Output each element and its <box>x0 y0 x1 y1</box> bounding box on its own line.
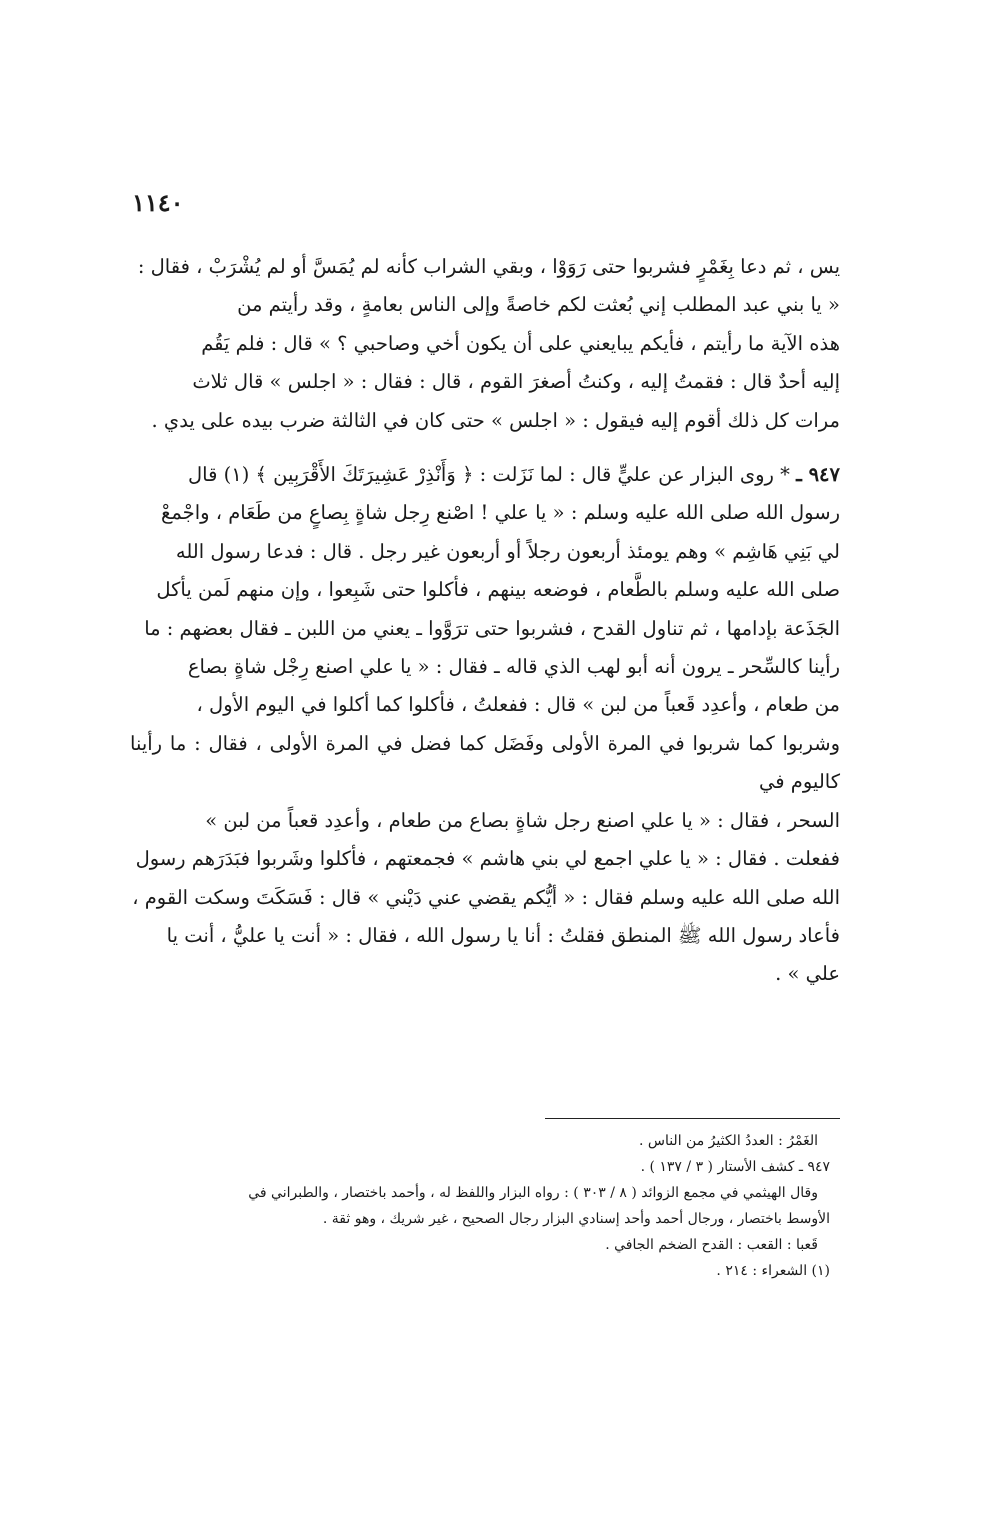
footnote-gloss-ghamr: الغَمْرُ : العددُ الكثيرُ من الناس . <box>638 1133 818 1149</box>
text-line: الله صلى الله عليه وسلم فقال : « أيُّكم يقضي عني دَيْني » قال : فَسَكَتَ وسكت القوم ، <box>132 885 840 909</box>
text-line: الجَذَعة بإدامها ، ثم تناول القدح ، فشربوا حتى ترَوَّوا ـ يعني من اللبن ـ فقال بعضهم : ما <box>144 616 840 640</box>
text-line: صلى الله عليه وسلم بالطَّعام ، فوضعه بينهم ، فأكلوا حتى شَبِعوا ، وإن منهم لَمن يأكل <box>156 578 840 602</box>
paragraph-gap <box>130 440 840 456</box>
hadith-first-line <box>130 456 840 494</box>
text-line: وشربوا كما شربوا في المرة الأولى وفَضَل كما فضل في المرة الأولى ، فقال : ما رأينا كاليوم في <box>130 731 840 794</box>
footnote-source-947: ٩٤٧ ـ كشف الأستار ( ٣ / ١٣٧ ) . <box>640 1159 830 1175</box>
text-line: * روى البزار عن عليٍّ قال : لما نَزَلت : ﴿ وَأَنْذِرْ عَشِيرَتَكَ الأَقْرَبِين ﴾ (١) قال <box>187 463 790 487</box>
text-line: « يا بني عبد المطلب إني بُعثت لكم خاصةً وإلى الناس بعامةٍ ، وقد رأيتم من <box>237 293 840 317</box>
text-line: رأينا كالسِّحر ـ يرون أنه أبو لهب الذي قاله ـ فقال : « يا علي اصنع رِجْل شاةٍ بصاع <box>187 655 840 679</box>
text-line: يس ، ثم دعا بِغَمْرٍ فشربوا حتى رَوَوْا ، وبقي الشراب كأنه لم يُمَسَّ أو لم يُشْرَبْ ، فقال : <box>137 255 840 278</box>
text-line: فأعاد رسول الله ﷺ المنطق فقلتُ : أنا يا رسول الله ، فقال : « أنت يا عليُّ ، أنت يا <box>166 923 840 947</box>
text-line: مرات كل ذلك أقوم إليه فيقول : « اجلس » حتى كان في الثالثة ضرب بيده على يدي . <box>151 408 840 432</box>
footnote-separator <box>545 1118 840 1119</box>
footnote-haythami-line: وقال الهيثمي في مجمع الزوائد ( ٨ / ٣٠٣ ) : رواه البزار واللفظ له ، وأحمد باختصار ، والطبراني في <box>248 1185 818 1201</box>
text-line: من طعام ، وأعدِد قَعباً من لبن » قال : ففعلتُ ، فأكلوا كما أكلوا في اليوم الأول ، <box>196 693 840 717</box>
page-number: ١١٤٠ <box>132 188 184 217</box>
footnotes <box>130 1128 830 1284</box>
main-text <box>130 248 840 994</box>
text-line: إليه أحدٌ قال : فقمتُ إليه ، وكنتُ أصغرَ القوم ، قال : فقال : « اجلس » قال ثلاث <box>192 370 840 394</box>
text-line: هذه الآية ما رأيتم ، فأيكم يبايعني على أن يكون أخي وصاحبي ؟ » قال : فلم يَقُم <box>201 331 840 355</box>
text-line: السحر ، فقال : « يا علي اصنع رجل شاةٍ بصاع من طعام ، وأعدِد قعباً من لبن » <box>205 808 840 832</box>
footnote-haythami-line: الأوسط باختصار ، ورجال أحمد وأحد إسنادي البزار رجال الصحيح ، غير شريك ، وهو ثقة . <box>322 1211 830 1227</box>
hadith-number: ٩٤٧ ـ <box>796 463 840 487</box>
text-line: رسول الله صلى الله عليه وسلم : « يا علي ! اصْنع رِجل شاةٍ بِصاعٍ من طَعَام ، واجْمعْ <box>161 501 840 525</box>
text-line: لي بَنِي هَاشِم » وهم يومئذ أربعون رجلاً أو أربعون غير رجل . قال : فدعا رسول الله <box>175 539 840 563</box>
footnote-gloss-qaab: قَعبا : القعب : القدح الضخم الجافي . <box>605 1237 818 1253</box>
text-line: علي » . <box>775 962 840 986</box>
footnote-quran-ref: (١) الشعراء : ٢١٤ . <box>716 1263 830 1279</box>
text-line: ففعلت . فقال : « يا علي اجمع لي بني هاشم » فجمعتهم ، فأكلوا وشَربوا فبَدَرَهم رسول <box>135 847 840 871</box>
